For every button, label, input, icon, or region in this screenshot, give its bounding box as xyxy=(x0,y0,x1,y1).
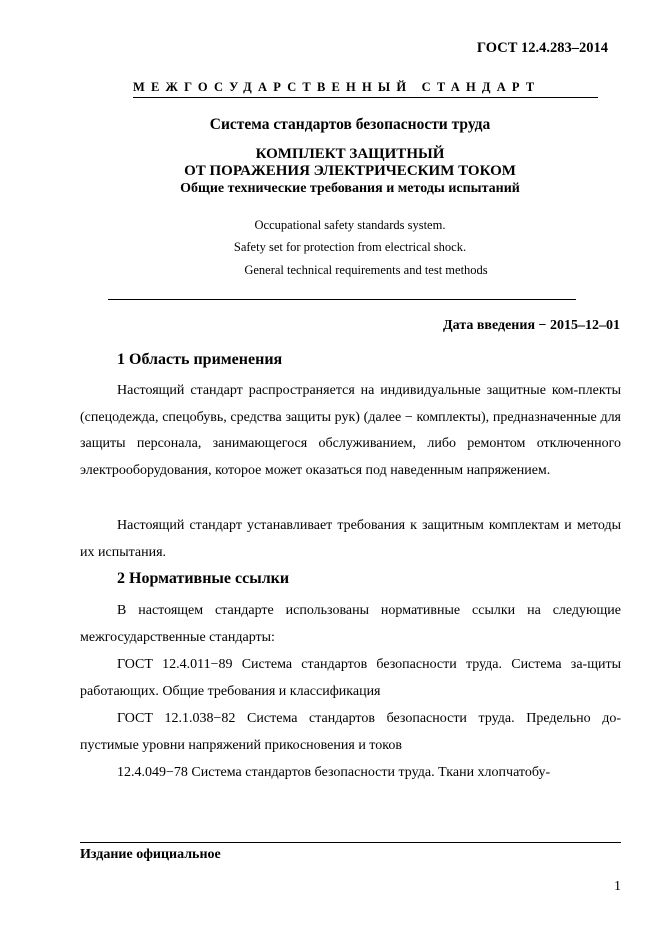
standard-code: ГОСТ 12.4.283–2014 xyxy=(476,40,608,56)
reference-gost-12-1-038 xyxy=(80,706,621,759)
document-title-line2: ОТ ПОРАЖЕНИЯ ЭЛЕКТРИЧЕСКИМ ТОКОМ xyxy=(184,163,516,179)
scope-paragraph-2-text: Настоящий стандарт устанавливает требования к защитным комплектам и методы их испытания. xyxy=(80,518,621,560)
section-heading-scope: 1 Область применения xyxy=(117,351,283,368)
english-title-line3: General technical requirements and test methods xyxy=(244,263,488,277)
section-heading-references: 2 Нормативные ссылки xyxy=(117,570,290,587)
document-title-line1: КОМПЛЕКТ ЗАЩИТНЫЙ xyxy=(255,146,445,162)
document-subtitle: Общие технические требования и методы испытаний xyxy=(180,181,520,196)
official-edition-label: Издание официальное xyxy=(80,847,221,862)
english-title-line2: Safety set for protection from electrical shock. xyxy=(233,240,467,254)
scope-paragraph-1-text: Настоящий стандарт распространяется на индивидуальные защитные ком-плекты (спецодежда, спецобувь, средства защиты рук) (далее − комплекты), предназначенные для защиты персонала, занимающегося обслуживанием, либо ремонтом отключенного электрооборудования, которое может оказаться под наведенным напряжением. xyxy=(80,383,621,478)
reference-gost-12-4-049 xyxy=(80,760,621,787)
scope-paragraph-1 xyxy=(80,378,621,484)
reference-gost-12-4-049-text: 12.4.049−78 Система стандартов безопасности труда. Ткани хлопчатобу- xyxy=(117,765,551,780)
title-divider xyxy=(108,299,576,300)
system-title: Система стандартов безопасности труда xyxy=(209,116,491,133)
references-paragraph-1-text: В настоящем стандарте использованы нормативные ссылки на следующие межгосударственные стандарты: xyxy=(80,603,621,645)
reference-gost-12-4-011-text: ГОСТ 12.4.011−89 Система стандартов безопасности труда. Система за-щиты работающих. Общие требования и классификация xyxy=(80,657,621,699)
footer-divider xyxy=(80,842,621,843)
scope-paragraph-2 xyxy=(80,513,621,566)
reference-gost-12-1-038-text: ГОСТ 12.1.038−82 Система стандартов безопасности труда. Предельно до-пустимые уровни напряжений прикосновения и токов xyxy=(80,711,621,753)
page-number: 1 xyxy=(614,879,621,894)
english-title-line1: Occupational safety standards system. xyxy=(254,218,446,232)
introduction-date: Дата введения − 2015–12–01 xyxy=(443,318,620,333)
references-paragraph-1 xyxy=(80,598,621,651)
interstate-label: МЕЖГОСУДАРСТВЕННЫЙ СТАНДАРТ xyxy=(133,80,598,98)
reference-gost-12-4-011 xyxy=(80,652,621,705)
